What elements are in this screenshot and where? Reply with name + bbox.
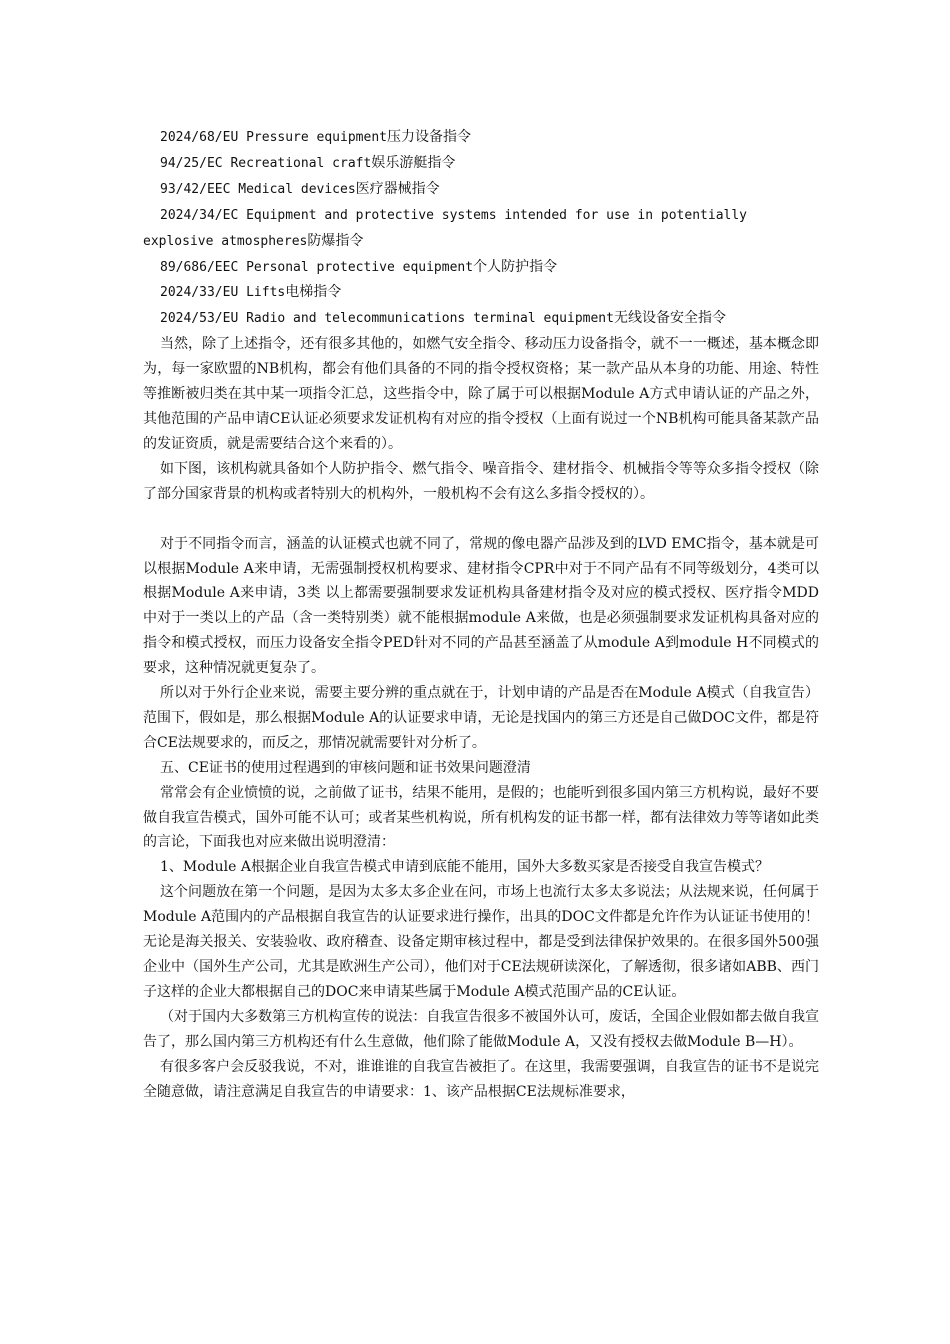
directive-item — [143, 151, 819, 177]
directive-name-cn: 医疗器械指令 — [355, 180, 440, 197]
paragraph-module-a-focus: 所以对于外行企业来说，需要主要分辨的重点就在于，计划申请的产品是否在Module A模式（自我宣告）范围下，假如是，那么根据Module A的认证要求申请，无论是找国内的第三方还是自己做DOC文件，都是符合CE法规要求的，而反之，那情况就需要针对分析了。 — [143, 685, 819, 751]
paragraph-self-declaration-requirements: 有很多客户会反驳我说，不对，谁谁谁的自我宣告被拒了。在这里，我需要强调，自我宣告的证书不是说完全随意做，请注意满足自我宣告的申请要求：1、该产品根据CE法规标准要求， — [143, 1058, 819, 1100]
directive-code: 2024/33/EU Lifts — [160, 285, 286, 301]
directive-item — [143, 203, 819, 255]
section-heading: 五、CE证书的使用过程遇到的审核问题和证书效果问题澄清 — [160, 759, 531, 776]
paragraph-certification-modes: 对于不同指令而言，涵盖的认证模式也就不同了，常规的像电器产品涉及到的LVD EMC指令，基本就是可以根据Module A来申请，无需强制授权机构要求、建材指令CPR中对于不同产品有不同等级划分，4类可以根据Module A来申请，3类 以上都需要强制要求发证机构具备建材指令及对应的模式授权、医疗指令MDD中对于一类以上的产品（含一类特别类）就不能根据module A来做，也是必须强制要求发证机构具备对应的指令和模式授权，而压力设备安全指令PED针对不同的产品甚至涵盖了从module A到module H不同模式的要求，这种情况就更复杂了。 — [143, 535, 819, 677]
paragraph-authorization-example: 如下图，该机构就具备如个人防护指令、燃气指令、噪音指令、建材指令、机械指令等等众多指令授权（除了部分国家背景的机构或者特别大的机构外，一般机构不会有这么多指令授权的）。 — [143, 460, 819, 502]
directive-name-cn: 电梯指令 — [285, 284, 342, 301]
directive-name-cn: 防爆指令 — [307, 232, 364, 249]
directive-item — [143, 125, 819, 151]
directive-code: 2024/34/EC Equipment and protective systems intended for use in potentially explosive atmospheres — [143, 207, 747, 249]
document-body — [143, 125, 819, 1104]
directive-code: 2024/53/EU Radio and telecommunications terminal equipment — [160, 311, 614, 327]
directive-item — [143, 255, 819, 281]
directive-code: 94/25/EC Recreational craft — [160, 155, 372, 171]
directive-code: 2024/68/EU Pressure equipment — [160, 130, 387, 145]
question-heading: 1、Module A根据企业自我宣告模式申请到底能不能用，国外大多数买家是否接受自我宣告模式？ — [160, 859, 769, 876]
directive-name-cn: 压力设备指令 — [386, 129, 471, 145]
directive-name-cn: 娱乐游艇指令 — [371, 154, 456, 171]
paragraph-third-party-note: （对于国内大多数第三方机构宣传的说法：自我宣告很多不被国外认可，废话，全国企业假如都去做自我宣告了，那么国内第三方机构还有什么生意做，他们除了能做Module A，又没有授权去做Module B—H）。 — [143, 1008, 819, 1050]
directive-name-cn: 个人防护指令 — [473, 258, 558, 275]
directive-code: 89/686/EEC Personal protective equipment — [160, 259, 474, 275]
paragraph-other-directives: 当然，除了上述指令，还有很多其他的，如燃气安全指令、移动压力设备指令，就不一一概述，基本概念即为，每一家欧盟的NB机构，都会有他们具备的不同的指令授权资格；某一款产品从本身的功能、用途、特性等推断被归类在其中某一项指令汇总，这些指令中，除了属于可以根据Module A方式申请认证的产品之外，其他范围的产品申请CE认证必须要求发证机构有对应的指令授权（上面有说过一个NB机构可能具备某款产品的发证资质，就是需要结合这个来看的）。 — [143, 336, 819, 452]
paragraph-module-a-validity: 这个问题放在第一个问题，是因为太多太多企业在问，市场上也流行太多太多说法；从法规来说，任何属于Module A范围内的产品根据自我宣告的认证要求进行操作，出具的DOC文件都是允许作为认证证书使用的！无论是海关报关、安装验收、政府稽查、设备定期审核过程中，都是受到法律保护效果的。在很多国外500强企业中（国外生产公司，尤其是欧洲生产公司），他们对于CE法规研读深化，了解透彻，很多诸如ABB、西门子这样的企业大都根据自己的DOC来申请某些属于Module A模式范围产品的CE认证。 — [143, 884, 819, 1000]
directive-item — [143, 177, 819, 203]
directive-name-cn: 无线设备安全指令 — [613, 310, 726, 327]
directive-code: 93/42/EEC Medical devices — [160, 181, 356, 197]
directive-item — [143, 280, 819, 306]
directive-item — [143, 306, 819, 332]
paragraph-common-claims: 常常会有企业愤愤的说，之前做了证书，结果不能用，是假的；也能听到很多国内第三方机构说，最好不要做自我宣告模式，国外可能不认可；或者某些机构说，所有机构发的证书都一样，都有法律效力等等诸如此类的言论，下面我也对应来做出说明澄清： — [143, 784, 819, 851]
figure-placeholder — [143, 507, 819, 532]
